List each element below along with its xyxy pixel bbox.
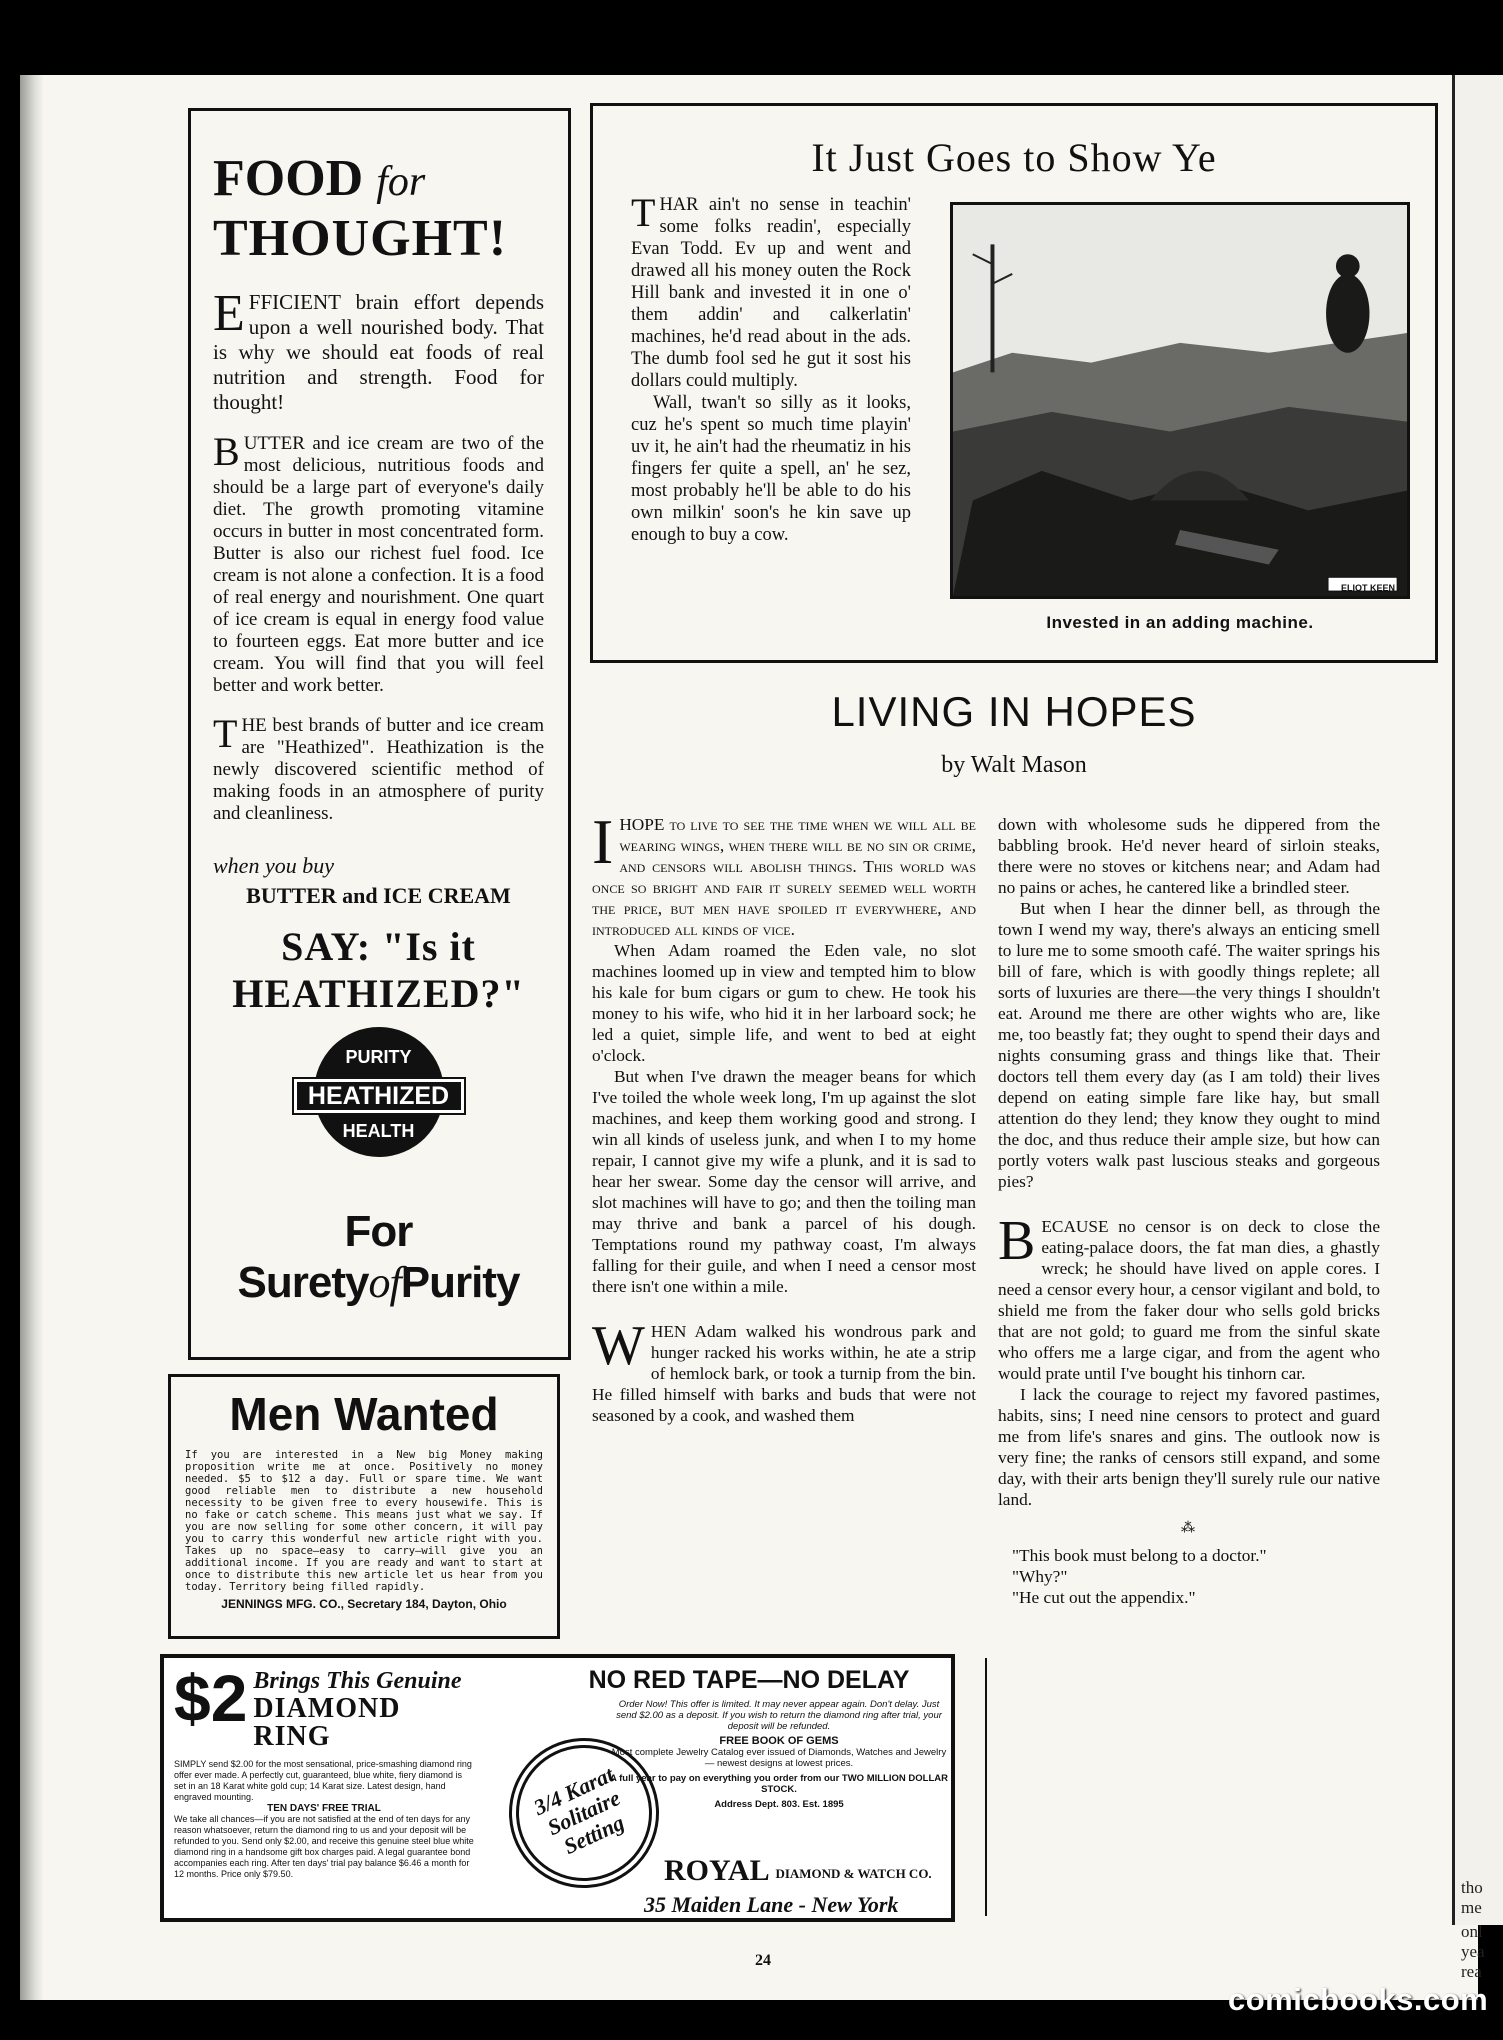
article-paragraph: IHOPE to live to see the time when we will all be wearing wings, when there will be no sin or crime, and censors will abolish things. This world was once so bright and fair it surely seemed well worth the price, but men have spoiled it everywhere, and introduced all kinds of vice. (592, 806, 976, 939)
ad-paragraph: BUTTER and ice cream are two of the most delicious, nutritious foods and should be a large part of everyone's daily diet. The growth promoting vitamine occurs in butter in most concentrated form. Butter is also our richest fuel food. Ice cream is not alone a confection. It is a food of real energy and nourishment. One quart of ice cream is equal in energy food value to fourteen eggs. Eat more butter and ice cream. You will find that you will feel better and work better. (213, 429, 544, 696)
ring-illustration: 3/4 Karat Solitaire Setting (484, 1713, 683, 1912)
next-page-edge (1452, 75, 1503, 1981)
humor-feature-box (590, 103, 1438, 663)
article-column-1 (592, 806, 976, 1426)
page-number: 24 (755, 1952, 771, 1969)
ad-address: Address Dept. 803. Est. 1895 (714, 1799, 844, 1810)
ad-brand: ROYAL DIAMOND & WATCH CO. (664, 1854, 932, 1887)
ad-paragraph: EFFICIENT brain effort depends upon a well nourished body. That is why we should eat foods of real nutrition and strength. Food for thought! (213, 285, 544, 414)
page-binding-shadow (20, 75, 44, 2000)
ad-body: If you are interested in a New big Money making proposition write me at once. Positively no money needed. $5 to $12 a day. Full or spare time. We want good reliable men to distribute a new household necessity to be given free to every housewife. This is no fake or catch scheme. This means just what we say. If you are now selling for some other concern, it will pay you to carry this wonderful new article right with you. Takes up no space—easy to carry—will give you an additional income. If you are ready and want to start at once to distribute this new article let us hear from you today. Territory being filled rapidly. (185, 1449, 543, 1593)
feature-text: THAR ain't no sense in teachin' some folks readin', especially Evan Todd. Ev up and went and drawed all his money outen the Rock Hill bank and invested it in one o' them addin' and calkerlatin' machines, he'd read about in the ads. The dumb fool sed he gut it sost his dollars could multiply. Wall, twan't so silly as it looks, cuz he's spent so much time playin' uv it, he ain't had the rheumatiz in his fingers fer quite a spell, an' he sez, most probably he'll be able to do his own milkin' soon's he kin save up enough to buy a cow. (631, 190, 911, 545)
ad-paragraph: THE best brands of butter and ice cream are "Heathized". Heathization is the newly discovered scientific method of making foods in an atmosphere of purity and cleanliness. (213, 711, 544, 824)
ad-catalog-text: Most complete Jewelry Catalog ever issued of Diamonds, Watches and Jewelry — newest designs at lowest prices. (611, 1747, 947, 1769)
article-column-2 (998, 814, 1380, 1608)
article-paragraph: BECAUSE no censor is on deck to close the eating-palace doors, the fat man dies, a ghastly wreck; he should have lived on apple cores. I need a censor every hour, a censor vigilant and bold, to shield me from the faker dour who sells gold bricks that are not gold; to guard me from the sinful skate who offers me a large cigar, and from the agent who would prate until I've bought his tinhorn car. (998, 1210, 1380, 1383)
ad-headline-2: DIAMOND RING (253, 1693, 401, 1752)
ad-headline: Men Wanted (229, 1388, 499, 1440)
ad-street: 35 Maiden Lane - New York (644, 1892, 899, 1917)
ad-body: SIMPLY send $2.00 for the most sensational, price-smashing diamond ring offer ever made. A perfectly cut, guaranteed, blue white, fiery diamond is set in an 18 Karat white gold cup; 14 Karat size. Latest design, hand engraved mounting. TEN DAYS' FREE TRIAL We take all chances—if you are not satisfied at the end of ten days for any reason whatsoever, return the diamond ring to us and your deposit will be refunded to you. Send only $2.00, and receive this genuine steel blue white diamond ring in a handsome gift box charges paid. A legal guarantee bond accompanies each ring. After ten days' trial pay balance $6.46 a month for 12 months. Price only $79.50. (174, 1759, 474, 1879)
ad-address: JENNINGS MFG. CO., Secretary 184, Dayton, Ohio (221, 1597, 507, 1611)
column-rule (985, 1658, 987, 1916)
ad-headline: Brings This Genuine (253, 1668, 462, 1694)
diamond-ring-ad (160, 1654, 955, 1922)
edge-fragment: onl (1461, 1922, 1483, 1941)
edge-fragment: yea (1461, 1942, 1485, 1961)
article-paragraph: But when I've drawn the meager beans for which I've toiled the whole week long, I'm up against the slot machines, and keep them working good and strong. I win all kinds of useless junk, and when I to my home repair, I cannot give my wife a plunk, and it is sad to hear her swear. Some day the censor will arrive, and slot machines will have to go; and then the toiling man may thrive and bank a parcel of his dough. Temptations round my pathway coast, I'm always falling for their guile, and when I need a censor most there isn't one within a mile. (592, 1067, 976, 1296)
ad-free-book: FREE BOOK OF GEMS (719, 1735, 839, 1747)
ad-right-column (549, 1666, 949, 1810)
heathized-seal: PURITY HEATHIZED HEALTH (294, 1027, 464, 1197)
ad-butter-line: BUTTER and ICE CREAM (246, 883, 511, 908)
ad-headline-2: THOUGHT! (213, 210, 508, 267)
men-wanted-ad (168, 1374, 560, 1639)
watermark-text: comicbooks.com (1228, 1982, 1489, 2017)
ad-full-year: A full year to pay on everything you order from our TWO MILLION DOLLAR STOCK. (610, 1773, 948, 1795)
feature-title: It Just Goes to Show Ye (811, 135, 1217, 180)
edge-fragment: me (1461, 1898, 1482, 1917)
illustrator-signature: ELIOT KEEN (1341, 583, 1396, 593)
article-title: LIVING IN HOPES (831, 688, 1197, 735)
edge-fragment: rea (1461, 1962, 1482, 1981)
filler-joke: "This book must belong to a doctor." "Why?" "He cut out the appendix." (1012, 1546, 1267, 1607)
ad-headline: FOOD for (213, 150, 426, 207)
ad-order-text: Order Now! This offer is limited. It may never appear again. Don't delay. Just send $2.00 as a deposit. If you wish to return the diamond ring after trial, your deposit will be refunded. (616, 1699, 942, 1732)
edge-fragment: tho (1461, 1878, 1483, 1897)
article-paragraph: But when I hear the dinner bell, as through the town I wend my way, there's always an enticing smell to lure me to some smooth café. The waiter springs his bill of fare, which is with goodly things replete; all sorts of luxuries are there—the very things I shouldn't eat. Around me there are other wights who are, like me, too beastly fat; they ought to spend their days and nights consuming grass and things like that. Their doctors tell them every day (as I am told) their lives depend on eating simple fare like hay, but small attention do they lend; they know they ought to mind the doc, and thus reduce their ample size, but how can portly voters walk past luscious steaks and gorgeous pies? (998, 899, 1380, 1191)
article-paragraph: I lack the courage to reject my favored pastimes, habits, sins; I need nine censors to protect and guard me from life's snares and gins. The outlook now is very fine; the ranks of censors still expand, and some day, with their arts benign they'll surely rule our native land. (998, 1385, 1380, 1509)
article-paragraph: WHEN Adam walked his wondrous park and hunger racked his works within, he ate a strip of hemlock bark, or took a turnip from the bin. He filled himself with barks and buds that were not seasoned by a cook, and washed them (592, 1315, 976, 1425)
ad-when-line: when you buy (213, 853, 334, 878)
section-dingbat: ⁂ (1181, 1521, 1197, 1536)
ad-tagline: For SuretyofPurity (237, 1207, 520, 1307)
illustration-caption: Invested in an adding machine. (1046, 613, 1314, 632)
article-byline: by Walt Mason (941, 752, 1087, 778)
ad-headline-3: NO RED TAPE—NO DELAY (588, 1666, 910, 1694)
ad-say-line: SAY: "Is it HEATHIZED?" (232, 924, 525, 1016)
article-paragraph: down with wholesome suds he dippered from the babbling brook. He'd never heard of sirloin steaks, there were no stoves or kitchens near; and Adam had no pains or aches, he cantered like a brindled steer. (998, 815, 1380, 897)
article-paragraph: When Adam roamed the Eden vale, no slot machines loomed up in view and tempted him to blow his kale for bum cigars or gum to chew. He took his money to his wife, who hid it in her larboard sock; he led a quiet, simple life, and went to bed at eight o'clock. (592, 941, 976, 1065)
ad-price: $2 (174, 1661, 248, 1735)
farmer-illustration (950, 202, 1410, 599)
food-for-thought-ad (188, 108, 571, 1360)
